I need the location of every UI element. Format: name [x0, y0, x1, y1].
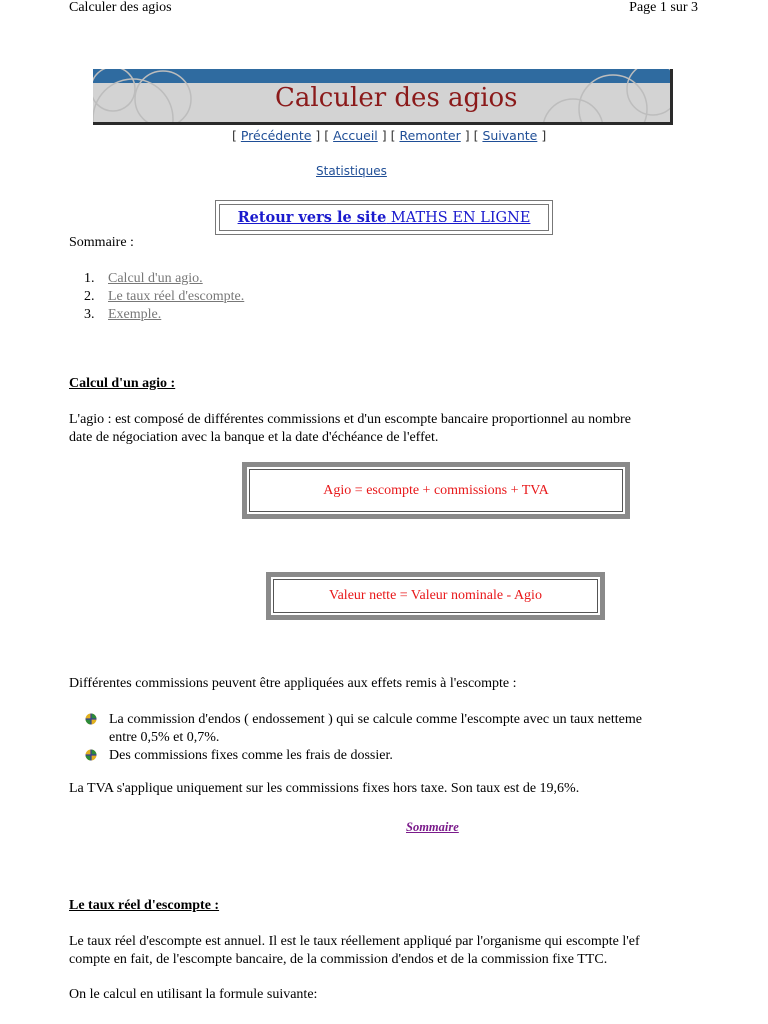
bullet-icon	[85, 749, 97, 761]
nav-bracket-open: [	[232, 128, 241, 143]
commission-list	[85, 711, 642, 765]
list-item-line: La commission d'endos ( endossement ) qui se calcule comme l'escompte avec un taux netteme	[109, 712, 642, 727]
page-number: Page 1 sur 3	[629, 0, 698, 15]
toc-number: 2.	[84, 289, 95, 304]
statistics-line	[316, 164, 387, 178]
toc-item	[84, 270, 244, 288]
toc-link-exemple[interactable]: Exemple.	[108, 307, 162, 322]
return-site-box	[215, 200, 553, 235]
list-item-line: Des commissions fixes comme les frais de dossier.	[109, 748, 393, 763]
statistics-link[interactable]: Statistiques	[316, 164, 387, 178]
paragraph-tva: La TVA s'applique uniquement sur les commissions fixes hors taxe. Son taux est de 19,6%.	[69, 781, 580, 796]
list-item-line: entre 0,5% et 0,7%.	[109, 730, 220, 745]
paragraph-line: date de négociation avec la banque et la date d'échéance de l'effet.	[69, 430, 439, 445]
formula-agio: Agio = escompte + commissions + TVA	[249, 469, 623, 512]
formula-valeur-nette: Valeur nette = Valeur nominale - Agio	[273, 579, 598, 613]
navigation-bar	[232, 128, 546, 143]
nav-next-link[interactable]: Suivante	[482, 128, 538, 143]
list-item	[85, 747, 642, 765]
toc-link-calcul[interactable]: Calcul d'un agio.	[108, 271, 203, 286]
nav-previous-link[interactable]: Précédente	[240, 128, 312, 143]
return-site-link[interactable]	[238, 209, 531, 226]
nav-separator: ] [	[460, 128, 483, 143]
section-title-calcul: Calcul d'un agio :	[69, 376, 176, 391]
toc-item	[84, 288, 244, 306]
toc-number: 3.	[84, 307, 95, 322]
bullet-icon	[85, 713, 97, 725]
nav-bracket-close: ]	[537, 128, 547, 143]
nav-separator: ] [	[311, 128, 334, 143]
paragraph-formula-intro: On le calcul en utilisant la formule suivante:	[69, 987, 318, 1002]
paragraph-line: L'agio : est composé de différentes commissions et d'un escompte bancaire proportionnel au nombre	[69, 412, 631, 427]
toc-link-taux[interactable]: Le taux réel d'escompte.	[108, 289, 245, 304]
back-to-summary-link[interactable]: Sommaire	[406, 820, 459, 834]
list-item	[85, 711, 642, 747]
formula-box-valeur-nette	[266, 572, 605, 620]
title-banner	[93, 69, 673, 125]
toc-item	[84, 306, 244, 324]
summary-label: Sommaire :	[69, 235, 134, 250]
page-header-title: Calculer des agios	[69, 0, 172, 15]
paragraph-taux-reel	[69, 933, 640, 969]
paragraph-line: compte en fait, de l'escompte bancaire, de la commission d'endos et de la commission fixe TTC.	[69, 952, 608, 967]
toc-number: 1.	[84, 271, 95, 286]
return-site-link-rest: MATHS EN LIGNE	[386, 210, 531, 226]
banner-title: Calculer des agios	[275, 83, 518, 113]
formula-box-agio	[242, 462, 630, 519]
paragraph-line: Le taux réel d'escompte est annuel. Il est le taux réellement appliqué par l'organisme qui escompte l'ef	[69, 934, 640, 949]
return-site-inner	[219, 204, 549, 231]
section-title-taux-reel: Le taux réel d'escompte :	[69, 898, 220, 913]
table-of-contents	[84, 270, 244, 324]
return-site-link-bold: Retour vers le site	[237, 209, 387, 226]
paragraph-commissions-intro: Différentes commissions peuvent être appliquées aux effets remis à l'escompte :	[69, 676, 517, 691]
nav-up-link[interactable]: Remonter	[399, 128, 461, 143]
paragraph-agio-definition	[69, 411, 631, 447]
nav-separator: ] [	[377, 128, 400, 143]
nav-home-link[interactable]: Accueil	[333, 128, 378, 143]
